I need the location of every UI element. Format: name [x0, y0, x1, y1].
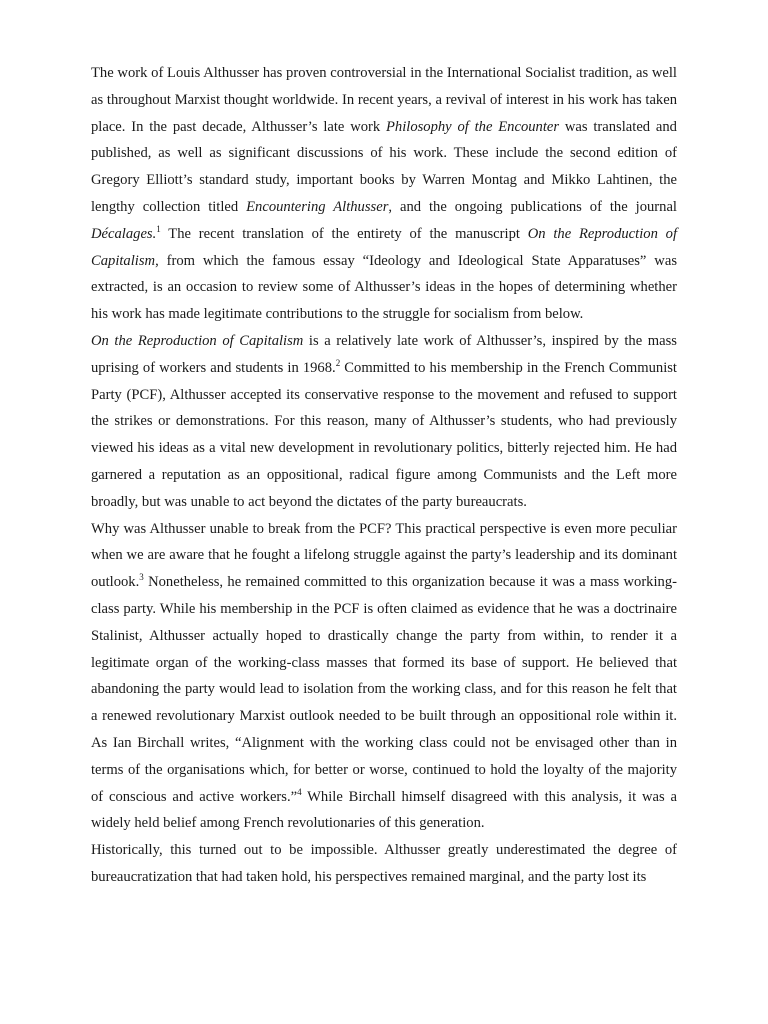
- paragraph-1-text: , from which the famous essay “Ideology and Ideological State Apparatuses” was extracted, is an occasion to review some of Althusser’s ideas in the hopes of determining whether his work has made legitimate contributions to the struggle for socialism from below.: [91, 252, 677, 323]
- footnote-ref-2: 2: [335, 357, 341, 368]
- book-title-on-the-reproduction-of-capitalism: On the Reproduction of Capitalism: [91, 332, 304, 349]
- document-page: [91, 60, 677, 891]
- paragraph-4-text: Historically, this turned out to be impossible. Althusser greatly underestimated the degree of bureaucratization that had taken hold, his perspectives remained marginal, and the party lost its: [91, 842, 677, 885]
- footnote-ref-3: 3: [139, 572, 144, 583]
- journal-title-decalages: Décalages.: [91, 225, 157, 242]
- book-title-encountering-althusser: Encountering Althusser: [246, 198, 389, 215]
- paragraph-3-text: While Birchall himself disagreed with this analysis, it was a widely held belief among French revolutionaries of this generation.: [91, 788, 677, 832]
- paragraph-1-text: The work of Louis Althusser has proven controversial in the International Socialist tradition, as well as throughout Marxist thought worldwide. In recent years, a revival of interest in his work has taken place. In the past decade, Althusser’s late work: [91, 65, 677, 135]
- paragraph-1: [91, 60, 677, 328]
- book-title-philosophy-of-the-encounter: Philosophy of the Encounter: [386, 118, 560, 135]
- paragraph-2-text: Committed to his membership in the French Communist Party (PCF), Althusser accepted its conservative response to the movement and refused to support the strikes or demonstrations. For this reason, many of Althusser’s students, who had previously viewed his ideas as a vital new development in revolutionary politics, bitterly rejected him. He had garnered a reputation as an oppositional, radical figure among Communists and the Left more broadly, but was unable to act beyond the dictates of the party bureaucrats.: [91, 359, 677, 510]
- book-title-on-the-reproduction-of-capitalism: On the Reproduction of Capitalism: [91, 225, 678, 269]
- paragraph-3: [91, 516, 677, 838]
- footnote-ref-4: 4: [297, 786, 302, 797]
- paragraph-4: [91, 837, 677, 891]
- paragraph-1-text: , and the ongoing publications of the journal: [388, 198, 677, 215]
- paragraph-1-text: The recent translation of the entirety of the manuscript: [160, 225, 528, 242]
- paragraph-3-text: Nonetheless, he remained committed to this organization because it was a mass working-class party. While his membership in the PCF is often claimed as evidence that he was a doctrinaire Stalinist, Althusser actually hoped to drastically change the party from within, to render it a legitimate organ of the working-class masses that formed its base of support. He believed that abandoning the party would lead to isolation from the working class, and for this reason he felt that a renewed revolutionary Marxist outlook needed to be built through an oppositional role within it. As Ian Birchall writes, “Alignment with the working class could not be envisaged other than in terms of the organisations which, for better or worse, continued to hold the loyalty of the majority of conscious and active workers.”: [91, 574, 677, 805]
- paragraph-2-text: is a relatively late work of Althusser’s, inspired by the mass uprising of workers and students in 1968.: [91, 332, 677, 376]
- paragraph-2: [91, 328, 677, 516]
- footnote-ref-1: 1: [156, 223, 161, 234]
- paragraph-3-text: Why was Althusser unable to break from the PCF? This practical perspective is even more peculiar when we are aware that he fought a lifelong struggle against the party’s leadership and its dominant outlook.: [91, 520, 677, 591]
- paragraph-1-text: was translated and published, as well as significant discussions of his work. These include the second edition of Gregory Elliott’s standard study, important books by Warren Montag and Mikko Lahtinen, the lengthy collection titled: [91, 118, 677, 215]
